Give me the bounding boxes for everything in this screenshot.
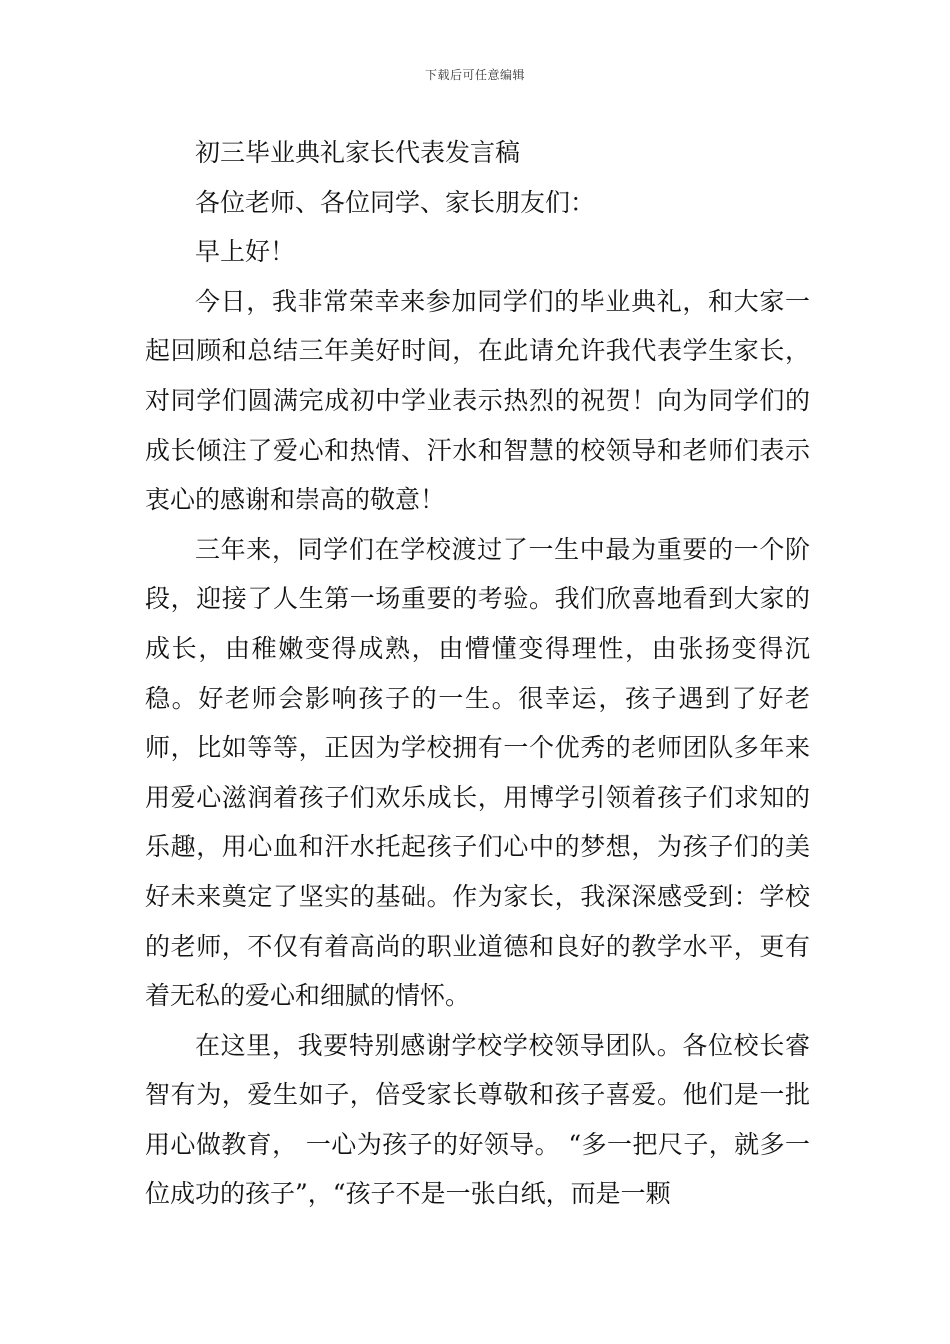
paragraph-1: 今日，我非常荣幸来参加同学们的毕业典礼，和大家一起回顾和总结三年美好时间，在此请允许我代表学生家长，对同学们圆满完成初中学业表示热烈的祝贺！向为同学们的成长倾注了爱心和热情、汗水和智慧的校领导和老师们表示衷心的感谢和崇高的敬意！ xyxy=(145,286,810,515)
paragraph-2: 三年来，同学们在学校渡过了一生中最为重要的一个阶段，迎接了人生第一场重要的考验。我们欣喜地看到大家的成长，由稚嫩变得成熟，由懵懂变得理性，由张扬变得沉稳。好老师会影响孩子的一生。很幸运，孩子遇到了好老师，比如等等，正因为学校拥有一个优秀的老师团队多年来用爱心滋润着孩子们欢乐成长，用博学引领着孩子们求知的乐趣，用心血和汗水托起孩子们心中的梦想，为孩子们的美好未来奠定了坚实的基础。作为家长，我深深感受到：学校的老师，不仅有着高尚的职业道德和良好的教学水平，更有着无私的爱心和细腻的情怀。 xyxy=(145,534,810,1011)
header-note: 下载后可任意编辑 xyxy=(424,68,525,82)
salutation: 各位老师、各位同学、家长朋友们： xyxy=(195,187,596,217)
paragraph-3: 在这里，我要特别感谢学校学校领导团队。各位校长睿智有为，爱生如子，倍受家长尊敬和孩子喜爱。他们是一批用心做教育， 一心为孩子的好领导。 “多一把尺子，就多一位成功的孩子”，“孩子不是一张白纸，而是一颗 xyxy=(145,1030,810,1209)
document-body xyxy=(145,128,810,1219)
greeting: 早上好！ xyxy=(195,237,296,267)
document-title: 初三毕业典礼家长代表发言稿 xyxy=(195,138,521,167)
